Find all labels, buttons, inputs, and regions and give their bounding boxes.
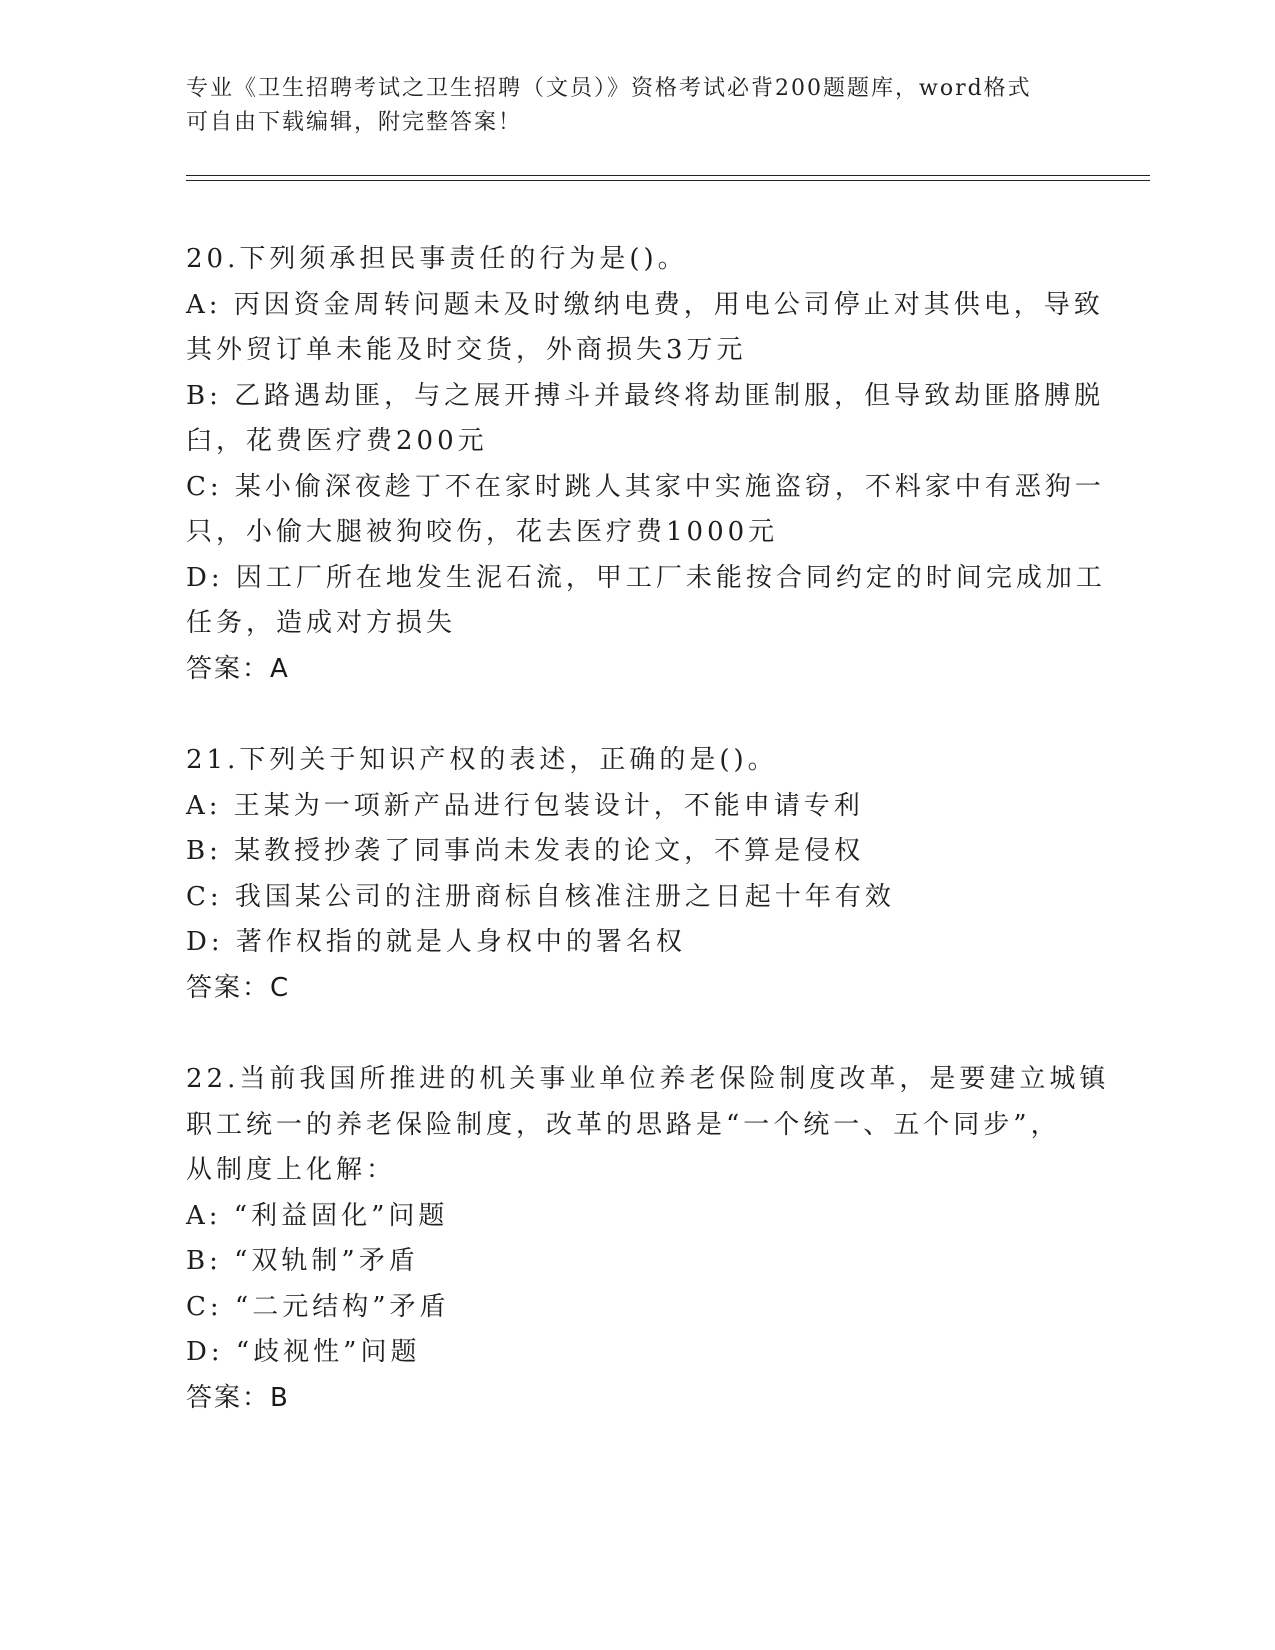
- question-stem: 22.当前我国所推进的机关事业单位养老保险制度改革，是要建立城镇: [186, 1064, 1110, 1094]
- option-a-continued: 其外贸订单未能及时交货，外商损失3万元: [186, 335, 747, 365]
- option-b-continued: 臼，花费医疗费200元: [186, 426, 488, 456]
- option-b: B: “双轨制”矛盾: [186, 1246, 419, 1276]
- question-stem-continued: 从制度上化解：: [186, 1155, 397, 1185]
- header-line: 专业《卫生招聘考试之卫生招聘（文员）》资格考试必背200题题库，word格式: [186, 76, 1032, 101]
- option-a: A: 王某为一项新产品进行包装设计，不能申请专利: [186, 790, 864, 821]
- question-22: [186, 1057, 1110, 1421]
- option-b: B: 某教授抄袭了同事尚未发表的论文，不算是侵权: [186, 836, 865, 866]
- question-stem: 21.下列关于知识产权的表述，正确的是()。: [186, 745, 778, 775]
- option-a: A: 丙因资金周转问题未及时缴纳电费，用电公司停止对其供电，导致: [186, 289, 1104, 320]
- document-header: [186, 72, 1066, 140]
- option-d: D: “歧视性”问题: [186, 1337, 421, 1367]
- option-d-continued: 任务，造成对方损失: [186, 608, 457, 638]
- question-21: [186, 738, 1086, 1011]
- option-c: C: 某小偷深夜趁丁不在家时跳人其家中实施盗窃，不料家中有恶狗一: [186, 471, 1105, 502]
- question-list: [186, 237, 1110, 1467]
- question-stem-continued: 职工统一的养老保险制度，改革的思路是“一个统一、五个同步”，: [186, 1109, 1061, 1140]
- option-c: C: “二元结构”矛盾: [186, 1291, 450, 1322]
- answer-line: 答案：C: [186, 972, 291, 1003]
- option-c-continued: 只，小偷大腿被狗咬伤，花去医疗费1000元: [186, 517, 779, 547]
- option-b: B: 乙路遇劫匪，与之展开搏斗并最终将劫匪制服，但导致劫匪胳膊脱: [186, 380, 1105, 411]
- option-d: D: 因工厂所在地发生泥石流，甲工厂未能按合同约定的时间完成加工: [186, 562, 1106, 593]
- answer-line: 答案：B: [186, 1382, 290, 1413]
- answer-line: 答案：A: [186, 653, 290, 684]
- question-stem: 20.下列须承担民事责任的行为是()。: [186, 244, 688, 274]
- option-a: A: “利益固化”问题: [186, 1200, 449, 1231]
- header-divider: [186, 175, 1150, 176]
- header-divider: [186, 180, 1150, 181]
- question-20: [186, 237, 1106, 692]
- option-d: D: 著作权指的就是人身权中的署名权: [186, 927, 686, 957]
- header-line: 可自由下载编辑，附完整答案！: [186, 110, 523, 135]
- option-c: C: 我国某公司的注册商标自核准注册之日起十年有效: [186, 881, 895, 912]
